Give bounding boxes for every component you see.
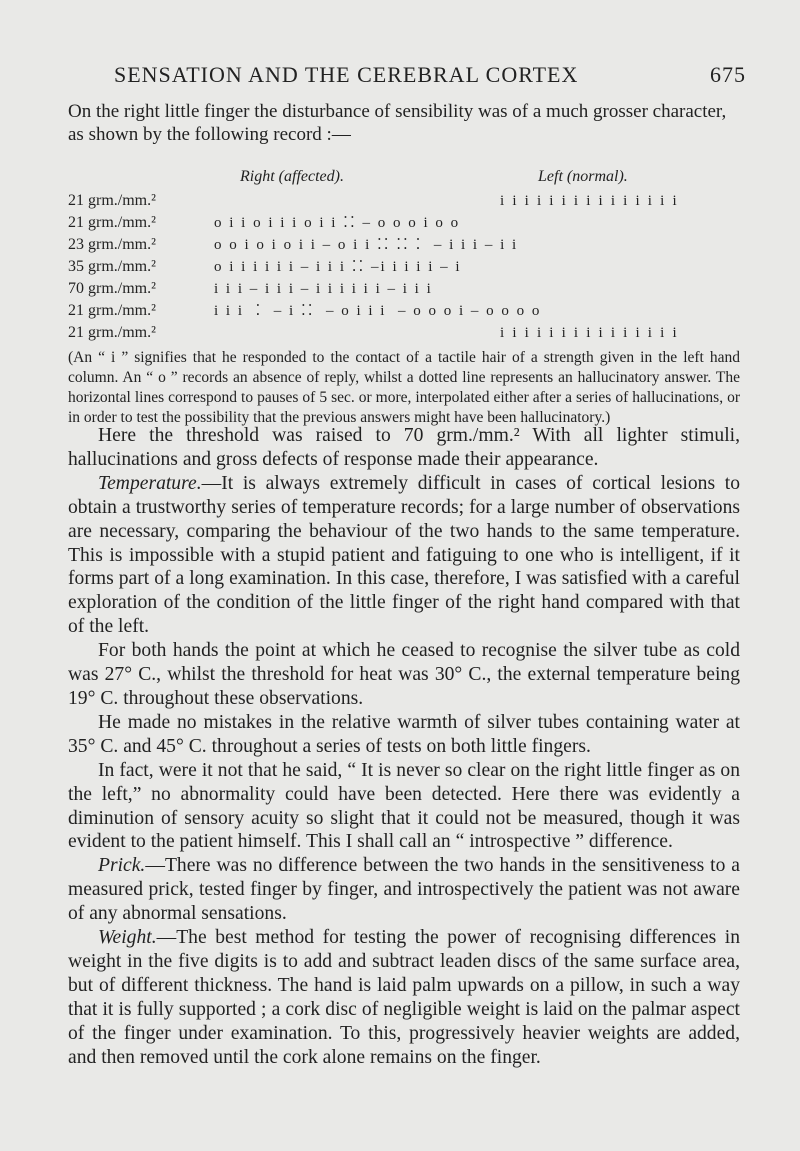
right-responses: i i i – i i i – i i i i i i – i i i bbox=[214, 281, 433, 297]
record-row bbox=[68, 300, 748, 322]
record-row bbox=[68, 322, 748, 344]
record-row bbox=[68, 212, 748, 234]
body-paragraph bbox=[68, 472, 740, 639]
sensibility-record bbox=[68, 168, 748, 344]
body-paragraph bbox=[68, 759, 740, 855]
stimulus-strength: 23 grm./mm.² bbox=[68, 236, 156, 253]
section-lead: Temperature. bbox=[98, 472, 202, 494]
paragraph-text: For both hands the point at which he ceased to recognise the silver tube as cold was 27° C., whilst the threshold for heat was 30° C., the external temperature being 19° C. throughout these observations. bbox=[68, 640, 740, 709]
section-lead: Prick. bbox=[98, 855, 146, 877]
record-rows bbox=[68, 190, 748, 344]
right-responses: o i i o i i i o i i ⁚⁚ – o o o i o o bbox=[214, 215, 461, 231]
left-responses: i i i i i i i i i i i i i i i bbox=[500, 325, 679, 341]
right-column-heading: Right (affected). bbox=[240, 168, 344, 185]
page-number: 675 bbox=[710, 62, 746, 87]
body-text bbox=[68, 424, 740, 1069]
body-paragraph bbox=[68, 711, 740, 759]
paragraph-text: Here the threshold was raised to 70 grm./mm.² With all lighter stimuli, hallucinations and gross defects of response made their appearance. bbox=[68, 425, 740, 470]
paragraph-text: He made no mistakes in the relative warmth of silver tubes containing water at 35° C. and 45° C. throughout a series of tests on both little fingers. bbox=[68, 711, 740, 757]
body-paragraph bbox=[68, 926, 740, 1069]
body-paragraph bbox=[68, 854, 740, 926]
section-lead: Weight. bbox=[98, 927, 157, 949]
body-paragraph bbox=[68, 424, 740, 472]
left-column-heading: Left (normal). bbox=[538, 168, 628, 185]
paragraph-text: —It is always extremely difficult in cases of cortical lesions to obtain a trustworthy series of temperature records; for a large number of observations are necessary, comparing the behaviour of the two hands to the same temperature. This is impossible with a stupid patient and fatiguing to one who is intelligent, if it forms part of a long examination. In this case, therefore, I was satisfied with a careful exploration of the condition of the little finger of the right hand compared with that of the left. bbox=[68, 472, 740, 638]
stimulus-strength: 35 grm./mm.² bbox=[68, 258, 156, 275]
stimulus-strength: 21 grm./mm.² bbox=[68, 192, 156, 209]
record-row bbox=[68, 190, 748, 212]
stimulus-strength: 70 grm./mm.² bbox=[68, 280, 156, 297]
body-paragraph bbox=[68, 639, 740, 711]
record-heading bbox=[68, 168, 748, 190]
running-title: SENSATION AND THE CEREBRAL CORTEX bbox=[114, 62, 579, 87]
record-row bbox=[68, 278, 748, 300]
record-note: (An “ i ” signifies that he responded to the contact of a tactile hair of a strength given in the left hand column. An “ o ” records an absence of reply, whilst a dotted line represents an hallucinatory answer. The horizontal lines correspond to pauses of 5 sec. or more, interpolated either after a series of hallucinations, or in order to test the possibility that the previous answers might have been hallucinatory.) bbox=[68, 349, 740, 426]
stimulus-strength: 21 grm./mm.² bbox=[68, 302, 156, 319]
record-row bbox=[68, 234, 748, 256]
left-responses: i i i i i i i i i i i i i i i bbox=[500, 193, 679, 209]
stimulus-strength: 21 grm./mm.² bbox=[68, 324, 156, 341]
intro-paragraph: On the right little finger the disturbance of sensibility was of a much grosser character, as shown by the following record :— bbox=[68, 101, 727, 145]
paragraph-text: —There was no difference between the two hands in the sensitiveness to a measured prick, tested finger by finger, and introspectively the patient was not aware of any abnormal sensations. bbox=[68, 855, 740, 925]
right-responses: i i i ⁚ – i ⁚⁚ – o i i i – o o o i – o o o o bbox=[214, 303, 542, 319]
paragraph-text: —The best method for testing the power of recognising differences in weight in the five digits is to add and subtract leaden discs of the same surface area, but of different thickness. The hand is laid palm upwards on a pillow, in such a way that it is fully supported ; a cork disc of negligible weight is laid on the palmar aspect of the finger under examination. To this, progressively heavier weights are added, and then removed until the cork alone remains on the finger. bbox=[68, 927, 740, 1068]
stimulus-strength: 21 grm./mm.² bbox=[68, 214, 156, 231]
right-responses: o o i o i o i i – o i i ⁚⁚ ⁚⁚ ⁚ – i i i – i i bbox=[214, 237, 519, 253]
right-responses: o i i i i i i – i i i ⁚⁚ –i i i i i – i bbox=[214, 259, 462, 275]
record-row bbox=[68, 256, 748, 278]
paragraph-text: In fact, were it not that he said, “ It is never so clear on the right little finger as on the left,” no abnormality could have been detected. Here there was evidently a diminution of sensory acuity so slight that it could not be measured, though it was evident to the patient himself. This I shall call an “ introspective ” difference. bbox=[68, 759, 740, 853]
